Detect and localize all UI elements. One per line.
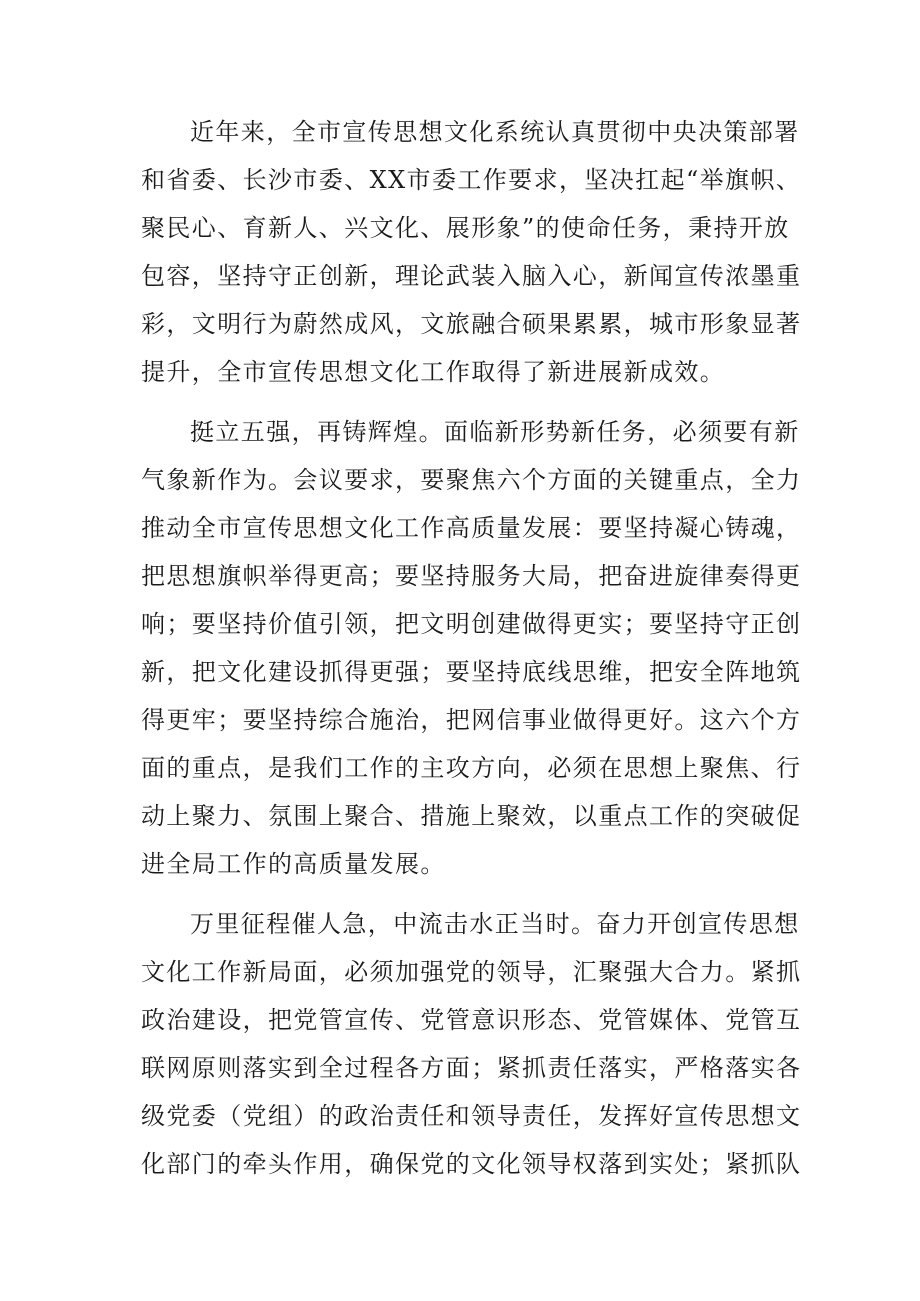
- paragraph-line: 挺立五强，再铸辉煌。面临新形势新任务，必须要有新: [190, 418, 800, 446]
- paragraph-line: 化部门的牵头作用，确保党的文化领导权落到实处；紧抓队: [141, 1150, 802, 1178]
- paragraph-line: 和省委、长沙市委、XX市委工作要求，坚决扛起“举旗帜、: [141, 166, 802, 194]
- paragraph-line: 把思想旗帜举得更高；要坚持服务大局，把奋进旋律奏得更: [141, 562, 802, 590]
- paragraph-1: [141, 108, 802, 396]
- document-body: [141, 108, 802, 1188]
- paragraph-line: 包容，坚持守正创新，理论武装入脑入心，新闻宣传浓墨重: [141, 262, 802, 290]
- paragraph-line: 面的重点，是我们工作的主攻方向，必须在思想上聚焦、行: [141, 754, 802, 782]
- paragraph-line: 进全局工作的高质量发展。: [141, 850, 446, 878]
- paragraph-spacer: [141, 888, 781, 900]
- paragraph-line: 近年来，全市宣传思想文化系统认真贯彻中央决策部署: [190, 118, 800, 146]
- paragraph-line: 万里征程催人急，中流击水正当时。奋力开创宣传思想: [190, 910, 800, 938]
- paragraph-line: 提升，全市宣传思想文化工作取得了新进展新成效。: [141, 358, 726, 386]
- paragraph-spacer: [141, 396, 781, 408]
- paragraph-line: 联网原则落实到全过程各方面；紧抓责任落实，严格落实各: [141, 1054, 802, 1082]
- paragraph-line: 文化工作新局面，必须加强党的领导，汇聚强大合力。紧抓: [141, 958, 802, 986]
- paragraph-line: 得更牢；要坚持综合施治，把网信事业做得更好。这六个方: [141, 706, 802, 734]
- paragraph-2: [141, 408, 802, 888]
- paragraph-3: [141, 900, 802, 1188]
- paragraph-line: 政治建设，把党管宣传、党管意识形态、党管媒体、党管互: [141, 1006, 802, 1034]
- paragraph-line: 新，把文化建设抓得更强；要坚持底线思维，把安全阵地筑: [141, 658, 802, 686]
- paragraph-line: 响；要坚持价值引领，把文明创建做得更实；要坚持守正创: [141, 610, 802, 638]
- paragraph-line: 级党委（党组）的政治责任和领导责任，发挥好宣传思想文: [141, 1102, 802, 1130]
- paragraph-line: 彩，文明行为蔚然成风，文旅融合硕果累累，城市形象显著: [141, 310, 802, 338]
- paragraph-line: 推动全市宣传思想文化工作高质量发展：要坚持凝心铸魂，: [141, 514, 802, 542]
- paragraph-line: 动上聚力、氛围上聚合、措施上聚效，以重点工作的突破促: [141, 802, 802, 830]
- paragraph-line: 气象新作为。会议要求，要聚焦六个方面的关键重点，全力: [141, 466, 802, 494]
- paragraph-line: 聚民心、育新人、兴文化、展形象”的使命任务，秉持开放: [141, 214, 790, 242]
